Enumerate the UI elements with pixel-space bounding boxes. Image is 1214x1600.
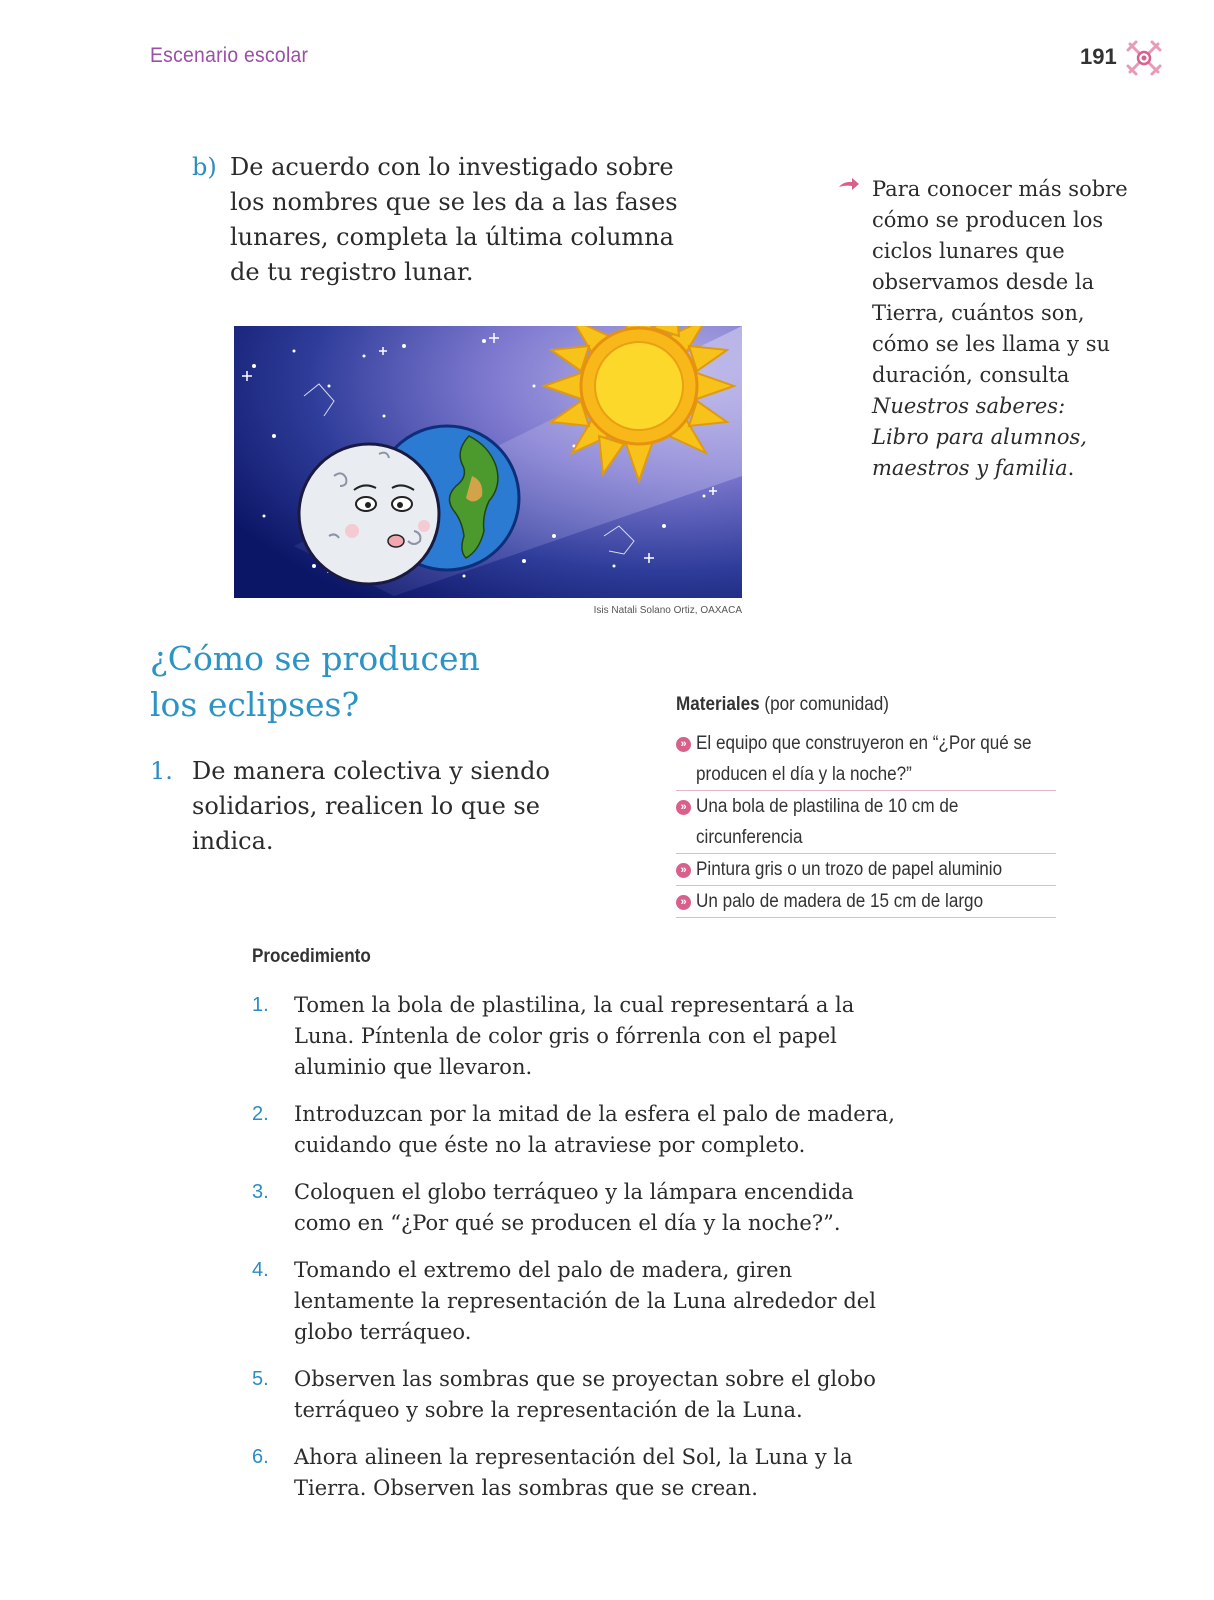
step-text: De manera colectiva y siendo solidarios, realicen lo que se indica. — [192, 757, 550, 855]
procedure-step — [252, 1442, 912, 1504]
activity-step-1 — [150, 754, 570, 859]
procedure-step — [252, 1099, 912, 1161]
material-text: Pintura gris o un trozo de papel aluminio — [696, 859, 1003, 880]
bullet-chevron-icon: » — [676, 737, 691, 752]
material-text: Un palo de madera de 15 cm de largo — [696, 891, 984, 912]
side-note — [838, 174, 1128, 484]
step-text: Tomen la bola de plastilina, la cual representará a la Luna. Píntenla de color gris o fórrenla con el papel aluminio que llevaron. — [294, 993, 855, 1079]
book-title: Nuestros saberes: Libro para alumnos, maestros y familia — [872, 394, 1087, 480]
section-title — [150, 636, 590, 728]
running-header: Escenario escolar — [150, 44, 309, 67]
arrow-right-icon — [838, 176, 860, 192]
material-item — [676, 728, 1056, 791]
step-text: Ahora alineen la representación del Sol, la Luna y la Tierra. Observen las sombras que se crean. — [294, 1445, 853, 1500]
procedure-step — [252, 1255, 912, 1348]
bullet-chevron-icon: » — [676, 800, 691, 815]
step-number: 1. — [252, 994, 269, 1016]
materials-title-bold: Materiales — [676, 694, 760, 715]
step-number: 3. — [252, 1181, 269, 1203]
illustration-credit: Isis Natali Solano Ortiz, OAXACA — [593, 605, 742, 616]
step-number: 5. — [252, 1368, 269, 1390]
section-title-line-2: los eclipses? — [150, 685, 360, 724]
procedure-title: Procedimiento — [252, 946, 371, 967]
moon — [299, 444, 439, 584]
page-number: 191 — [1080, 44, 1117, 69]
step-text: Observen las sombras que se proyectan sobre el globo terráqueo y sobre la representación de la Luna. — [294, 1367, 876, 1422]
material-item — [676, 886, 1056, 918]
eclipse-illustration — [234, 326, 742, 598]
section-title-line-1: ¿Cómo se producen — [150, 639, 480, 678]
material-text: Una bola de plastilina de 10 cm de circunferencia — [696, 796, 959, 848]
procedure-step — [252, 990, 912, 1083]
note-text-end: . — [1067, 456, 1075, 480]
activity-item-b — [192, 150, 702, 290]
materials-box — [676, 694, 1056, 918]
step-text: Tomando el extremo del palo de madera, giren lentamente la representación de la Luna alrededor del globo terráqueo. — [294, 1258, 876, 1344]
procedure-step — [252, 1177, 912, 1239]
step-number: 1. — [150, 757, 173, 785]
procedure-list — [252, 990, 912, 1520]
procedure-step — [252, 1364, 912, 1426]
materials-title — [676, 694, 1018, 716]
bullet-chevron-icon: » — [676, 895, 691, 910]
item-marker: b) — [192, 153, 217, 181]
item-b-text: De acuerdo con lo investigado sobre los nombres que se les da a las fases lunares, completa la última columna de tu registro lunar. — [230, 153, 678, 286]
bullet-chevron-icon: » — [676, 863, 691, 878]
material-item — [676, 854, 1056, 886]
materials-title-rest: (por comunidad) — [759, 694, 889, 715]
side-note-text — [872, 174, 1128, 484]
note-text: Para conocer más sobre cómo se producen los ciclos lunares que observamos desde la Tierra, cuántos son, cómo se les llama y su duración, consulta — [872, 177, 1128, 387]
material-item — [676, 791, 1056, 854]
step-text: Introduzcan por la mitad de la esfera el palo de madera, cuidando que éste no la atraviese por completo. — [294, 1102, 895, 1157]
step-number: 2. — [252, 1103, 269, 1125]
step-number: 6. — [252, 1446, 269, 1468]
decorative-logo-icon — [1124, 38, 1164, 78]
step-number: 4. — [252, 1259, 269, 1281]
step-text: Coloquen el globo terráqueo y la lámpara encendida como en “¿Por qué se producen el día y la noche?”. — [294, 1180, 854, 1235]
material-text: El equipo que construyeron en “¿Por qué se producen el día y la noche?” — [696, 733, 1032, 785]
